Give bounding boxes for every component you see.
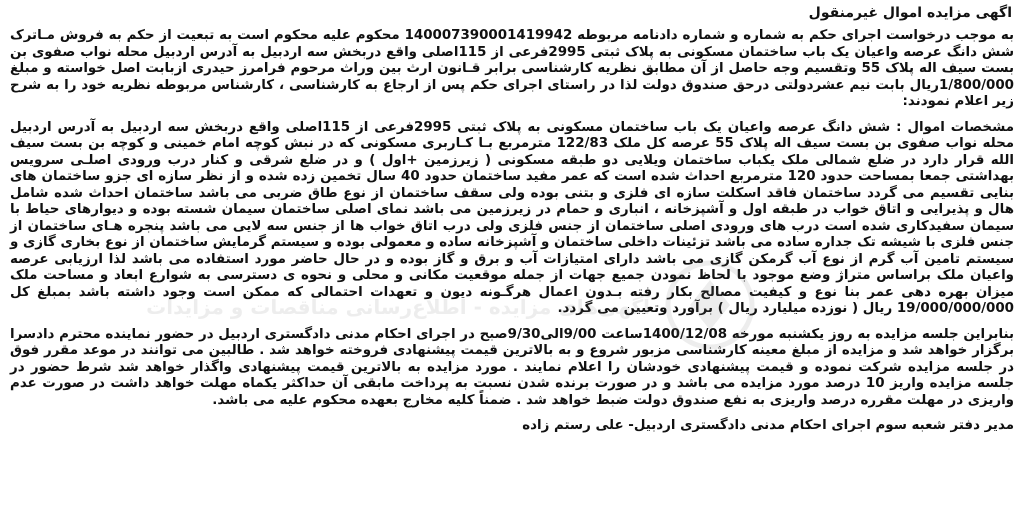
- request-paragraph: به موجب درخواست اجرای حکم به شماره و شماره دادنامه مربوطه 140007390001419942 محکوم علیه محکوم است به تبعیت از حکم به فروش مـاترک شش دانگ عرصه واعیان یک باب ساختمان مسکونی به پلاک ثبتی 2995فرعی از 115اصلی واقع دربخش سه اردبیل به آدرس اردبیل محله نواب صفوی بن بست سیف اله پلاک 55 وتقسیم وجه حاصل از آن مطابق نظریه کارشناسی برابر قـانون ارث بین وراث مرحوم فرامرز حیدری ازبابت اصل خواسته و مبلغ 1/800/000ریال بابت نیم عشردولتی درحق صندوق دولت لذا در راستای اجرای حکم پس از ارجاع به کارشناسی ، کارشناس مربوطه نظریه خود را به شرح زیر اعلام نمودند:: [10, 28, 1014, 109]
- watermark-text: آگهی‌های مزایده - اطلاع‌رسانی مناقصات و مزایدات: [146, 295, 650, 319]
- property-specs-paragraph: مشخصات اموال : شش دانگ عرصه واعیان یک باب ساختمان مسکونی به پلاک ثبتی 2995فرعی از 115اصلی واقع دربخش سه اردبیل به آدرس اردبیل محله نواب صفوی بن بست سیف اله پلاک 55 عرصه کل ملک 122/83 مترمربع بـا کـاربری مسکونی که در نبش کوچه امام خمینی و کوچه بن بست سیف الله قرار دارد در ضلع شمالی ملک یکباب ساختمان ویلایی دو طبقه مسکونی ( زیرزمین +اول ) و در ضلع شرقی و کنار درب ورودی اصلـی سرویس بهداشتی جمعا بمساحت حدود 120 مترمربع احداث شده است که عمر مفید ساختمان حدود 40 سال تخمین زده شده و از نظر سازه ای جزو ساختمان های بنایی تقسیم می گردد ساختمان فاقد اسکلت سازه ای فلزی و بتنی بوده ولی سقف ساختمان از نوع طاق ضربی می باشد ساختمان احداث شده شامل هال و پذیرایی و اتاق خواب در طبقه اول و آشپزخانه ، انباری و حمام در زیرزمین می باشد نمای اصلی ساختمان سیمان شسته بوده و دیوارهای حیاط با سیمان سفیدکاری شده است درب های ورودی اصلی ساختمان از جنس فلزی ولی درب اتاق خواب ها از جنس سه لایی می باشد پنجره هـای ساختمان از جنس فلزی با شیشه تک جداره ساده می باشد تزئینات داخلی ساختمان و آشپزخانه ساده و معمولی بوده و سیستم گرمایش ساختمان از نوع بخاری گازی و سیستم تامین آب گرم از نوع آب گرمکن گازی می باشد دارای امتیازات آب و برق و گاز بوده و در حال حاضر مورد استفاده می باشد لذا ارزیابی عرصه واعیان ملک براساس متراژ وضع موجود با لحاظ نمودن جمیع جهات از جمله موقعیت مکانی و محلی و نحوه ی دسترسی به شوارع ابعاد و مساحت ملک میزان بهره دهی عمر بنا نوع و کیفیت مصالح بکار رفته بـدون اعمال هرگـونه دیون و تعهدات احتمالی که ممکن است وجود داشته باشد بمبلغ کل 19/000/000/000 ریال ( نوزده میلیارد ریال ) برآورد وتعیین می گردد.: [10, 119, 1015, 316]
- notice-title: اگهی مزایده اموال غیرمنقول: [808, 5, 1012, 21]
- signature-line: مدیر دفتر شعبه سوم اجرای احکام مدنی دادگستری اردبیل- علی رستم زاده: [522, 418, 1014, 433]
- auction-session-paragraph: بنابراین جلسه مزایده به روز یکشنبه مورخه 1400/12/08ساعت 9/00الی9/30صبح در اجرای احکام مدنی دادگستری اردبیل در حضور نماینده محترم دادسرا برگزار خواهد شد و مزایده از مبلغ معینه کارشناسی مزبور شروع و به بالاترین قیمت پیشنهادی فروخته خواهد شد . طالبین می توانند در موعد مقرر فوق در جلسه مزایده شرکت نموده و قیمت پیشنهادی خودشان را اعلام نمایند . مورد مزایده به بالاترین قیمت پیشنهادی واگذار خواهد شد شرط حضور در جلسه مزایده واریز 10 درصد مورد مزایده می باشد و در صورت برنده شدن نسبت به پرداخت مابقی آن حداکثر یکماه مهلت خواهد داشت در صورت عدم واریزی در مهلت مقرره درصد واریزی به نفع صندوق دولت ضبط خواهد شد . ضمناً کلیه مخارج بعهده محکوم علیه می باشد.: [10, 326, 1014, 408]
